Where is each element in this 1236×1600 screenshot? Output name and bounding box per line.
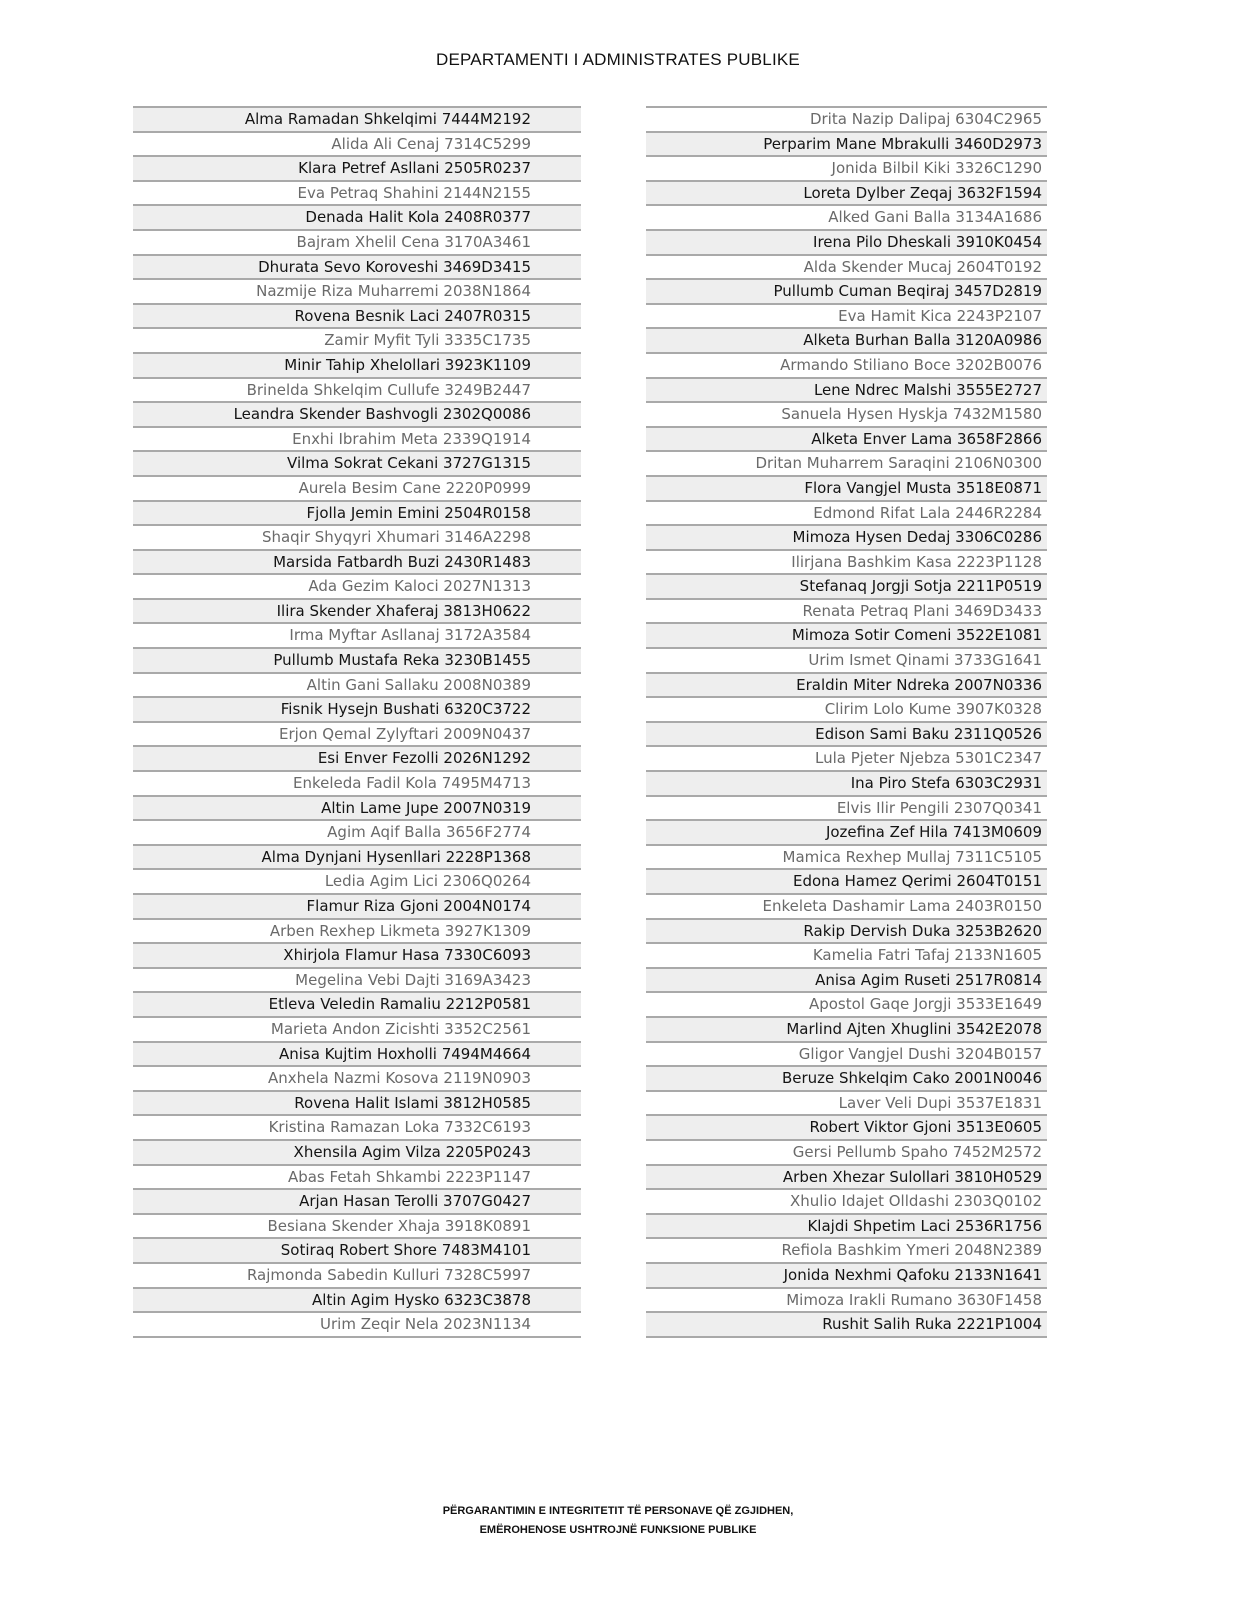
list-item: Arjan Hasan Terolli 3707G0427 [133, 1188, 581, 1213]
list-item: Vilma Sokrat Cekani 3727G1315 [133, 450, 581, 475]
list-item: Armando Stiliano Boce 3202B0076 [646, 352, 1047, 377]
list-item: Brinelda Shkelqim Cullufe 3249B2447 [133, 377, 581, 402]
footer-line-1: PËRGARANTIMIN E INTEGRITETIT TË PERSONAVE QË ZGJIDHEN, [442, 1505, 794, 1517]
list-item: Xhulio Idajet Olldashi 2303Q0102 [646, 1188, 1047, 1213]
list-item: Elvis Ilir Pengili 2307Q0341 [646, 795, 1047, 820]
list-item: Kamelia Fatri Tafaj 2133N1605 [646, 942, 1047, 967]
list-item: Lene Ndrec Malshi 3555E2727 [646, 377, 1047, 402]
list-item: Altin Agim Hysko 6323C3878 [133, 1287, 581, 1312]
list-item: Flora Vangjel Musta 3518E0871 [646, 475, 1047, 500]
list-item: Ledia Agim Lici 2306Q0264 [133, 868, 581, 893]
list-item: Eva Petraq Shahini 2144N2155 [133, 180, 581, 205]
list-item: Megelina Vebi Dajti 3169A3423 [133, 967, 581, 992]
list-item: Ada Gezim Kaloci 2027N1313 [133, 573, 581, 598]
list-item: Rovena Halit Islami 3812H0585 [133, 1090, 581, 1115]
list-item: Arben Xhezar Sulollari 3810H0529 [646, 1164, 1047, 1189]
footer-line-2: EMËROHENOSE USHTROJNË FUNKSIONE PUBLIKE [479, 1524, 757, 1536]
list-item: Alda Skender Mucaj 2604T0192 [646, 254, 1047, 279]
list-item: Refiola Bashkim Ymeri 2048N2389 [646, 1237, 1047, 1262]
list-item: Jonida Nexhmi Qafoku 2133N1641 [646, 1262, 1047, 1287]
list-item: Renata Petraq Plani 3469D3433 [646, 598, 1047, 623]
list-item: Enkeleda Fadil Kola 7495M4713 [133, 770, 581, 795]
list-item: Pullumb Cuman Beqiraj 3457D2819 [646, 278, 1047, 303]
list-item: Edison Sami Baku 2311Q0526 [646, 721, 1047, 746]
list-item: Sanuela Hysen Hyskja 7432M1580 [646, 401, 1047, 426]
list-item: Clirim Lolo Kume 3907K0328 [646, 696, 1047, 721]
list-item: Urim Zeqir Nela 2023N1134 [133, 1311, 581, 1336]
list-item: Dritan Muharrem Saraqini 2106N0300 [646, 450, 1047, 475]
list-item: Dhurata Sevo Koroveshi 3469D3415 [133, 254, 581, 279]
list-item: Marlind Ajten Xhuglini 3542E2078 [646, 1016, 1047, 1041]
list-item: Jonida Bilbil Kiki 3326C1290 [646, 155, 1047, 180]
list-item: Anisa Agim Ruseti 2517R0814 [646, 967, 1047, 992]
list-item: Altin Gani Sallaku 2008N0389 [133, 672, 581, 697]
list-item: Mimoza Hysen Dedaj 3306C0286 [646, 524, 1047, 549]
list-item: Aurela Besim Cane 2220P0999 [133, 475, 581, 500]
list-item: Klara Petref Asllani 2505R0237 [133, 155, 581, 180]
list-item: Eraldin Miter Ndreka 2007N0336 [646, 672, 1047, 697]
list-item: Rajmonda Sabedin Kulluri 7328C5997 [133, 1262, 581, 1287]
list-item: Urim Ismet Qinami 3733G1641 [646, 647, 1047, 672]
list-item: Jozefina Zef Hila 7413M0609 [646, 819, 1047, 844]
list-item: Fisnik Hysejn Bushati 6320C3722 [133, 696, 581, 721]
list-item: Agim Aqif Balla 3656F2774 [133, 819, 581, 844]
list-item: Bajram Xhelil Cena 3170A3461 [133, 229, 581, 254]
list-item: Mimoza Irakli Rumano 3630F1458 [646, 1287, 1047, 1312]
list-item: Besiana Skender Xhaja 3918K0891 [133, 1213, 581, 1238]
list-item: Beruze Shkelqim Cako 2001N0046 [646, 1065, 1047, 1090]
list-item: Rovena Besnik Laci 2407R0315 [133, 303, 581, 328]
list-item: Xhirjola Flamur Hasa 7330C6093 [133, 942, 581, 967]
list-item: Erjon Qemal Zylyftari 2009N0437 [133, 721, 581, 746]
list-item: Edona Hamez Qerimi 2604T0151 [646, 868, 1047, 893]
left-name-list [133, 106, 581, 1338]
list-item: Gligor Vangjel Dushi 3204B0157 [646, 1041, 1047, 1066]
list-item: Apostol Gaqe Jorgji 3533E1649 [646, 991, 1047, 1016]
list-item: Enxhi Ibrahim Meta 2339Q1914 [133, 426, 581, 451]
list-item: Marieta Andon Zicishti 3352C2561 [133, 1016, 581, 1041]
list-item: Gersi Pellumb Spaho 7452M2572 [646, 1139, 1047, 1164]
list-item: Alma Ramadan Shkelqimi 7444M2192 [133, 106, 581, 131]
list-bottom-rule [133, 1336, 581, 1338]
list-item: Anisa Kujtim Hoxholli 7494M4664 [133, 1041, 581, 1066]
page-footer [0, 1502, 1236, 1540]
list-item: Nazmije Riza Muharremi 2038N1864 [133, 278, 581, 303]
list-item: Abas Fetah Shkambi 2223P1147 [133, 1164, 581, 1189]
list-bottom-rule [646, 1336, 1047, 1338]
list-item: Laver Veli Dupi 3537E1831 [646, 1090, 1047, 1115]
list-item: Klajdi Shpetim Laci 2536R1756 [646, 1213, 1047, 1238]
list-item: Irma Myftar Asllanaj 3172A3584 [133, 622, 581, 647]
list-item: Perparim Mane Mbrakulli 3460D2973 [646, 131, 1047, 156]
list-item: Altin Lame Jupe 2007N0319 [133, 795, 581, 820]
page-title: DEPARTAMENTI I ADMINISTRATES PUBLIKE [436, 50, 800, 69]
list-item: Alketa Enver Lama 3658F2866 [646, 426, 1047, 451]
list-item: Edmond Rifat Lala 2446R2284 [646, 500, 1047, 525]
list-item: Eva Hamit Kica 2243P2107 [646, 303, 1047, 328]
list-item: Stefanaq Jorgji Sotja 2211P0519 [646, 573, 1047, 598]
list-item: Xhensila Agim Vilza 2205P0243 [133, 1139, 581, 1164]
list-item: Pullumb Mustafa Reka 3230B1455 [133, 647, 581, 672]
list-item: Mamica Rexhep Mullaj 7311C5105 [646, 844, 1047, 869]
list-item: Mimoza Sotir Comeni 3522E1081 [646, 622, 1047, 647]
list-item: Denada Halit Kola 2408R0377 [133, 204, 581, 229]
list-item: Fjolla Jemin Emini 2504R0158 [133, 500, 581, 525]
list-item: Alida Ali Cenaj 7314C5299 [133, 131, 581, 156]
list-item: Drita Nazip Dalipaj 6304C2965 [646, 106, 1047, 131]
list-item: Ilirjana Bashkim Kasa 2223P1128 [646, 549, 1047, 574]
list-item: Ina Piro Stefa 6303C2931 [646, 770, 1047, 795]
list-item: Sotiraq Robert Shore 7483M4101 [133, 1237, 581, 1262]
list-item: Esi Enver Fezolli 2026N1292 [133, 745, 581, 770]
list-item: Flamur Riza Gjoni 2004N0174 [133, 893, 581, 918]
list-item: Alketa Burhan Balla 3120A0986 [646, 327, 1047, 352]
list-item: Zamir Myfit Tyli 3335C1735 [133, 327, 581, 352]
list-item: Shaqir Shyqyri Xhumari 3146A2298 [133, 524, 581, 549]
list-item: Anxhela Nazmi Kosova 2119N0903 [133, 1065, 581, 1090]
list-item: Marsida Fatbardh Buzi 2430R1483 [133, 549, 581, 574]
list-item: Loreta Dylber Zeqaj 3632F1594 [646, 180, 1047, 205]
list-item: Kristina Ramazan Loka 7332C6193 [133, 1114, 581, 1139]
list-item: Etleva Veledin Ramaliu 2212P0581 [133, 991, 581, 1016]
right-name-list [646, 106, 1047, 1338]
list-item: Arben Rexhep Likmeta 3927K1309 [133, 918, 581, 943]
list-item: Alma Dynjani Hysenllari 2228P1368 [133, 844, 581, 869]
list-item: Ilira Skender Xhaferaj 3813H0622 [133, 598, 581, 623]
list-item: Rakip Dervish Duka 3253B2620 [646, 918, 1047, 943]
list-item: Lula Pjeter Njebza 5301C2347 [646, 745, 1047, 770]
list-item: Robert Viktor Gjoni 3513E0605 [646, 1114, 1047, 1139]
list-item: Minir Tahip Xhelollari 3923K1109 [133, 352, 581, 377]
list-item: Alked Gani Balla 3134A1686 [646, 204, 1047, 229]
list-item: Enkeleta Dashamir Lama 2403R0150 [646, 893, 1047, 918]
list-item: Irena Pilo Dheskali 3910K0454 [646, 229, 1047, 254]
list-item: Leandra Skender Bashvogli 2302Q0086 [133, 401, 581, 426]
list-item: Rushit Salih Ruka 2221P1004 [646, 1311, 1047, 1336]
